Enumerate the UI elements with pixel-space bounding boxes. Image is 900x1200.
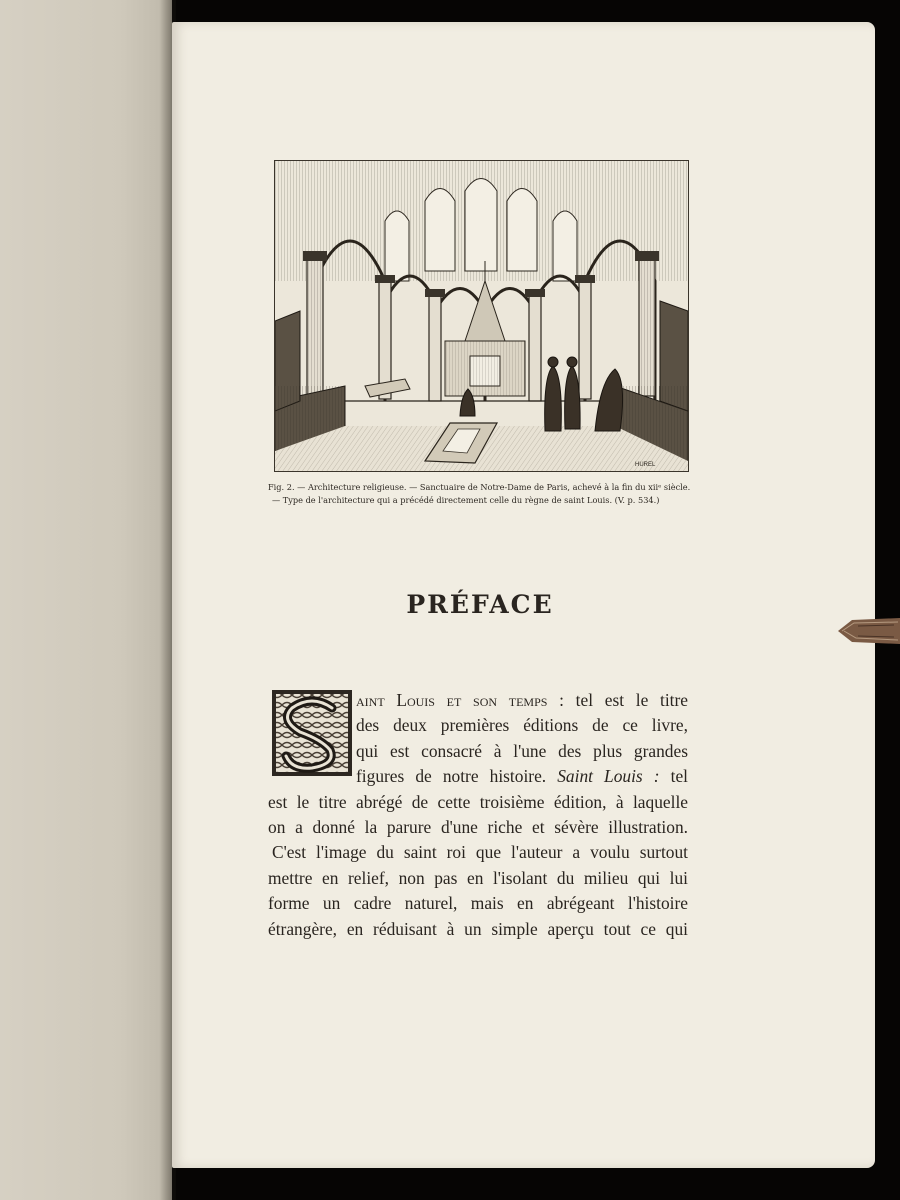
caption-line-2: — Type de l'architecture qui a précédé directement celle du règne de saint Louis. (V. p. 534.) [272,495,660,505]
text-line: est le titre abrégé de cette troisième édition, à laquelle [268,791,688,812]
text-line: qui est consacré à l'une des plus grandes [356,740,688,761]
text-line: étrangère, en réduisant à un simple aperçu tout ce qui [268,918,688,939]
engraver-signature: HUREL [635,462,656,468]
cathedral-sanctuary-engraving [275,161,688,471]
text-span: aint Louis et son temps [356,690,548,710]
text-line: mettre en relief, non pas en l'isolant du milieu qui lui [268,867,688,888]
text-span: tel [659,766,689,787]
text-line [268,688,688,713]
bookmark-ribbon [838,616,900,646]
figure-caption [268,481,694,507]
preface-body [268,688,688,942]
text-span: figures de notre histoire. [356,766,558,787]
text-line: des deux premières éditions de ce livre, [356,715,688,736]
left-page [0,0,172,1200]
text-line [268,764,688,789]
text-span: Saint Louis : [557,766,660,787]
text-span: C'est l'image du saint roi que l'auteur a voulu surtout [272,842,688,863]
page-title: PRÉFACE [406,590,554,619]
caption-line-1: Fig. 2. — Architecture religieuse. — Sanctuaire de Notre-Dame de Paris, achevé à la fin du xiiᵉ siècle. [268,482,691,492]
text-line [268,840,688,865]
text-span: : tel est le titre [547,690,688,710]
text-line: on a donné la parure d'une riche et sévère illustration. [268,817,688,838]
engraving-plate [274,160,689,472]
text-line: forme un cadre naturel, mais en abrégeant l'histoire [268,893,688,914]
